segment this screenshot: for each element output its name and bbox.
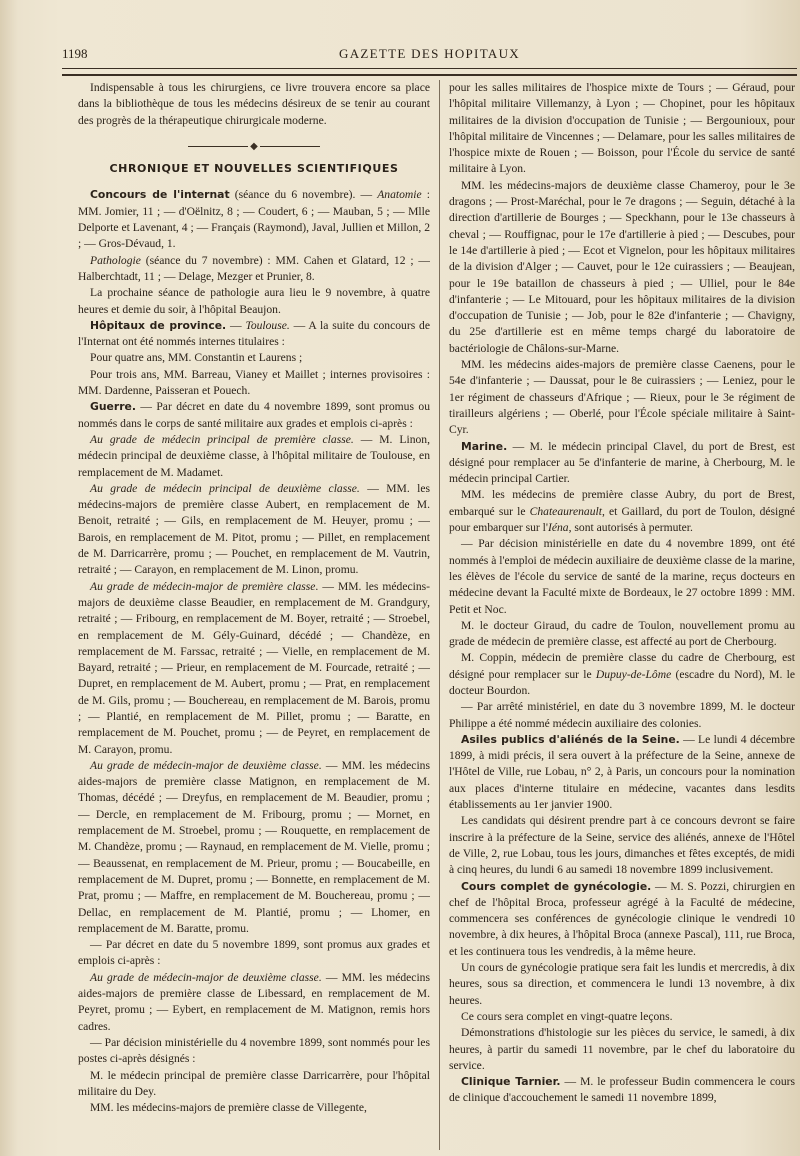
darricarrere-paragraph: M. le médecin principal de première classe Darricarrère, pour l'hôpital militaire du Dey. bbox=[78, 1068, 430, 1098]
tarnier-paragraph: Clinique Tarnier. — M. le professeur Budin commencera le cours de clinique d'accouchement le samedi 11 novembre 1899, bbox=[449, 1075, 795, 1105]
decision-paragraph: — Par décision ministérielle du 4 novembre 1899, sont nommés pour les postes ci-après désignés : bbox=[78, 1035, 430, 1066]
intro-paragraph: Indispensable à tous les chirurgiens, ce livre trouvera encore sa place dans la bibliothèque de tous les médecins désireux de se tenir au courant des progrès de la thérapeutique chirurgicale moderne. bbox=[78, 81, 430, 127]
right-column bbox=[449, 80, 795, 1150]
guerre-heading: Guerre. bbox=[90, 400, 136, 414]
hopitaux-heading: Hôpitaux de province. bbox=[90, 318, 227, 332]
section-title: CHRONIQUE ET NOUVELLES SCIENTIFIQUES bbox=[109, 162, 399, 176]
asiles-heading: Asiles publics d'aliénés de la Seine. bbox=[461, 732, 680, 746]
internat-paragraph: Concours de l'internat (séance du 6 novembre). — Anatomie : MM. Jomier, 11 ; — d'Oëlnitz, 8 ; — Coudert, 6 ; — Mauban, 5 ; — Mlle Delporte et Lavenant, 4 ; — Français (Raymond), Javal, Jullien et Millon, 2 ; — Gros-Dévaud, 1. bbox=[78, 188, 430, 251]
continued-paragraph: pour les salles militaires de l'hospice mixte de Tours ; — Géraud, pour l'hôpital militaire Villemanzy, à Lyon ; — Chopinet, pour les hôpitaux militaires de la division d'occupation de Tunisie ; — Bergounioux, pour l'hôpital militaire de Vincennes ; — Delamare, pour les salles militaires de l'hospice mixte de Rouen ; — Boisson, pour l'École du service de santé militaire à Lyon. bbox=[449, 81, 795, 176]
grade-paragraph: Au grade de médecin principal de première classe. — M. Linon, médecin principal de deuxième classe, à l'hôpital militaire de Toulouse, en remplacement de M. Madamet. bbox=[78, 432, 430, 479]
pathologie-next-paragraph: La prochaine séance de pathologie aura lieu le 9 novembre, à quatre heures et demie du soir, à l'hôpital Beaujon. bbox=[78, 286, 430, 316]
aides-majors-paragraph: MM. les médecins aides-majors de première classe Caenens, pour le 54e d'infanterie ; — Daussat, pour le 8e cuirassiers ; — Leniez, pour le 1er régiment de chasseurs d'Afrique ; — Rieux, pour le 3e régiment de tirailleurs algériens ; — Oberlé, pour l'École spéciale militaire à Saint-Cyr. bbox=[449, 358, 795, 437]
marine-giraud-paragraph: M. le docteur Giraud, du cadre de Toulon, nouvellement promu au grade de médecin de première classe, est affecté au port de Cherbourg. bbox=[449, 618, 795, 649]
majors-paragraph: MM. les médecins-majors de deuxième classe Chameroy, pour le 3e dragons ; — Prost-Maréchal, pour le 7e dragons ; — Seguin, détaché à la direction d'artillerie de Bourges ; — Speckhann, pour le 13e chasseurs à cheval ; — Rouffignac, pour le 17e d'artillerie à pied ; — Descubes, pour le 14e d'artillerie à pied ; — Ecot et Vignelon, pour les hôpitaux militaires de la division d'Alger ; — Cauvet, pour le 12e cuirassiers ; — Beaujean, pour le 19e bataillon de chasseurs à pied ; — Ulliel, pour le 84e d'infanterie ; — Le Mitouard, pour les hôpitaux militaires de la division d'occupation de Tunisie ; — Job, pour le 82e d'infanterie ; — Chavigny, du 25e d'artillerie est en même temps chargé du laboratoire de bactériologie de Châlons-sur-Marne. bbox=[449, 178, 795, 355]
hopitaux-paragraph: Hôpitaux de province. — Toulouse. — A la suite du concours de l'Internat ont été nommés internes titulaires : bbox=[78, 318, 430, 349]
page-number: 1198 bbox=[62, 46, 88, 61]
marine-paragraph: Marine. — M. le médecin principal Clavel, du port de Brest, est désigné pour remplacer au 5e d'infanterie de marine, à Cherbourg, M. le médecin principal Cartier. bbox=[449, 439, 795, 486]
ornament-icon: ◆ bbox=[250, 140, 258, 152]
marine-coppin-paragraph: M. Coppin, médecin de première classe du cadre de Cherbourg, est désigné pour remplacer sur le Dupuy-de-Lôme (escadre du Nord), M. le docteur Bourdon. bbox=[449, 651, 795, 697]
section-ornament bbox=[78, 139, 430, 155]
villegente-paragraph: MM. les médecins-majors de première classe de Villegente, bbox=[90, 1101, 367, 1115]
gyneco-lecons-paragraph: Ce cours sera complet en vingt-quatre leçons. bbox=[461, 1009, 673, 1023]
guerre-paragraph: Guerre. — Par décret en date du 4 novembre 1899, sont promus ou nommés dans le corps de santé militaire aux grades et emplois ci-après : bbox=[78, 400, 430, 430]
pathologie-paragraph: Pathologie (séance du 7 novembre) : MM. Cahen et Glatard, 12 ; — Halberchtadt, 11 ; — Delage, Mezger et Prunier, 8. bbox=[78, 253, 430, 283]
hopitaux-four-years: Pour quatre ans, MM. Constantin et Laurens ; bbox=[90, 351, 303, 365]
marine-decision-paragraph: — Par décision ministérielle en date du 4 novembre 1899, ont été nommés à l'emploi de médecin auxiliaire de deuxième classe de la marine, les élèves de l'école du service de santé de la marine, reçus docteurs en médecine devant la Faculté mixte de Bordeaux, le 27 octobre 1899 : MM. Petit et Noc. bbox=[449, 537, 795, 616]
marine-permutation-paragraph: MM. les médecins de première classe Aubry, du port de Brest, embarqué sur le Chateaurenault, et Gaillard, du port de Toulon, désigné pour embarquer sur l'Iéna, sont autorisés à permuter. bbox=[449, 488, 795, 535]
gyneco-histologie-paragraph: Démonstrations d'histologie sur les pièces du service, le samedi, à dix heures, à partir du samedi 11 novembre, par le chef du laboratoire du service. bbox=[449, 1026, 795, 1072]
marine-arrete-paragraph: — Par arrêté ministériel, en date du 3 novembre 1899, M. le docteur Philippe a été nommé médecin auxiliaire des colonies. bbox=[449, 700, 795, 730]
left-column bbox=[78, 80, 430, 1150]
internat-heading: Concours de l'internat bbox=[90, 188, 230, 202]
hopitaux-three-years: Pour trois ans, MM. Barreau, Vianey et Maillet ; internes provisoires : MM. Dardenne, Paisseran et Pouech. bbox=[78, 367, 430, 398]
decret-paragraph: — Par décret en date du 5 novembre 1899, sont promus aux grades et emplois ci-après : bbox=[78, 938, 430, 968]
grade-paragraph: Au grade de médecin-major de deuxième classe. — MM. les médecins aides-majors de première classe Matignon, en remplacement de M. Thomas, décédé ; — Dreyfus, en remplacement de M. Beaudier, promu ; — Dercle, en remplacement de M. Fribourg, promu ; — Mornet, en remplacement de M. Stroebel, promu ; — Rouquette, en remplacement de M. Chandèze, promu ; — Raynaud, en remplacement de M. Vielle, promu ; — Beaussenat, en remplacement de M. Prieur, promu ; — Boucabeille, en remplacement de M. Dupret, promu ; — Bonnette, en remplacement de M. Prat, promu ; — Maffre, en remplacement de M. Bouchereau, promu ; — Dellac, en remplacement de M. Plantié, promu ; — Lhomer, en remplacement de M. Baratte, promu. bbox=[78, 758, 430, 935]
journal-title: GAZETTE DES HOPITAUX bbox=[339, 46, 520, 61]
grade-paragraph: Au grade de médecin-major de deuxième classe. — MM. les médecins aides-majors de première classe de Libessard, en remplacement de M. Peyret, promu ; — Eybert, en remplacement de M. Matignon, remis hors cadres. bbox=[78, 970, 430, 1033]
marine-heading: Marine. bbox=[461, 439, 508, 453]
tarnier-heading: Clinique Tarnier. bbox=[461, 1075, 561, 1089]
grade-paragraph: Au grade de médecin principal de deuxième classe. — MM. les médecins-majors de première classe Aubert, en remplacement de M. Benoit, retraité ; — Gils, en remplacement de M. Heuyer, promu ; — Barois, en remplacement de M. Pitot, promu ; — Pillet, en remplacement de M. Darricarrère, promu ; — Pouchet, en remplacement de M. Vautrin, retraité ; — Carayon, en remplacement de M. Linon, promu. bbox=[78, 481, 430, 577]
gyneco-pratique-paragraph: Un cours de gynécologie pratique sera fait les lundis et mercredis, à dix heures, sous sa direction, et commencera le lundi 13 novembre, à dix heures. bbox=[449, 961, 795, 1007]
grade-paragraph: Au grade de médecin-major de première classe. — MM. les médecins-majors de deuxième classe Beaudier, en remplacement de M. Grandgury, retraité ; — Fribourg, en remplacement de M. Boyer, retraité ; — Stroebel, en remplacement de M. Gély-Guinard, décédé ; — Chandèze, en remplacement de M. Farssac, retraité ; — Vielle, en remplacement de M. Bayard, retraité ; — Prieur, en remplacement de M. Fourcade, retraité ; — Dupret, en remplacement de M. Aubert, promu ; — Prat, en remplacement de M. Gils, promu ; — Bouchereau, en remplacement de M. Barois, promu ; — Plantié, en remplacement de M. Pillet, promu ; — Baratte, en remplacement de M. Pouchet, promu ; — de Peyret, en remplacement de M. Carayon, promu. bbox=[78, 579, 430, 756]
column-divider bbox=[439, 80, 440, 1150]
asiles-candidats-paragraph: Les candidats qui désirent prendre part à ce concours devront se faire inscrire à la préfecture de la Seine, service des aliénés, annexe de l'Hôtel de Ville, 2, rue Lobau, tous les jours, dimanches et fêtes exceptés, de midi à cinq heures, du lundi 6 au samedi 18 novembre 1899 inclusivement. bbox=[449, 814, 795, 877]
gyneco-heading: Cours complet de gynécologie. bbox=[461, 879, 652, 893]
gyneco-paragraph: Cours complet de gynécologie. — M. S. Pozzi, chirurgien en chef de l'hôpital Broca, professeur agrégé à la Faculté de médecine, commencera ses conférences de gynécologie clinique le vendredi 10 novembre, à dix heures, à l'hôpital Broca (annexe Pascal), 111, rue Broca, et les continuera tous les vendredis, à la même heure. bbox=[449, 879, 795, 958]
header-rule bbox=[62, 68, 797, 76]
asiles-paragraph: Asiles publics d'aliénés de la Seine. — Le lundi 4 décembre 1899, à midi précis, il sera ouvert à la préfecture de la Seine, annexe de l'Hôtel de Ville, rue Lobau, n° 2, à Paris, un concours pour la nomination aux places d'interne titulaire en médecine, vacantes dans lesdits établissements au 1er janvier 1900. bbox=[449, 732, 795, 812]
